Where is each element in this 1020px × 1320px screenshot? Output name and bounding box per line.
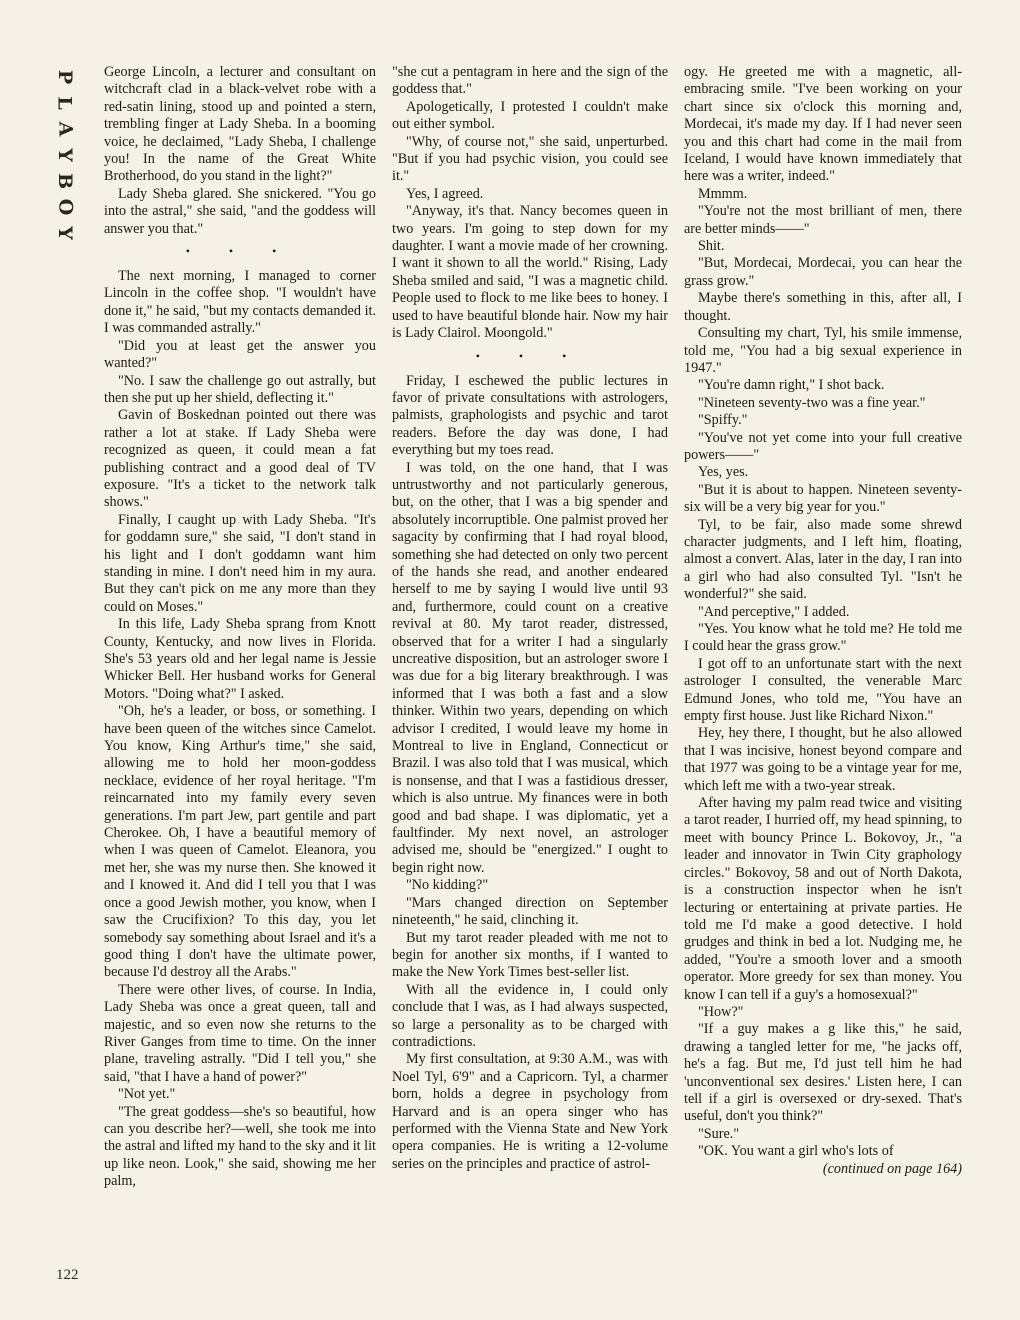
continued-note: (continued on page 164) <box>822 1160 962 1177</box>
paragraph: "You're not the most brilliant of men, there are better minds——" <box>684 203 962 237</box>
paragraph: After having my palm read twice and visiting a tarot reader, I hurried off, my head spinning, to meet with bouncy Prince L. Bokovoy, Jr., "a leader and innovator in Twin City graphology circles." Bokovoy, 58 and out of North Dakota, is a construction inspector when he isn't lecturing or entertaining at private parties. He told me I'd make a good detective. I hold grudges and think in bed a lot. Nudging me, he added, "You're a smooth lover and a smooth operator. More greedy for sex than money. You know I can tell if a guy's a homosexual?" <box>684 795 962 1003</box>
paragraph: My first consultation, at 9:30 A.M., was with Noel Tyl, 6'9" and a Capricorn. Tyl, a charmer born, holds a degree in psychology from Harvard and is an opera singer who has performed with the Vienna State and New York opera companies. He is writing a 12-volume series on the principles and practice of astrol- <box>392 1051 668 1172</box>
masthead-letter: Y <box>53 148 76 162</box>
paragraph: The next morning, I managed to corner Lincoln in the coffee shop. "I wouldn't have done it," he said, "but my contacts demanded it. I was commanded astrally." <box>104 268 376 337</box>
magazine-masthead <box>50 66 80 244</box>
paragraph: In this life, Lady Sheba sprang from Knott County, Kentucky, and now lives in Florida. She's 53 years old and her legal name is Jessie Whicker Bell. Her husband works for General Motors. "Doing what?" I asked. <box>104 616 376 702</box>
paragraph: "No kidding?" <box>406 877 489 894</box>
paragraph: I was told, on the one hand, that I was untrustworthy and not particularly generous, but, on the other, that I was a big spender and absolutely incorruptible. One palmist proved her sagacity by confirming that I had royal blood, something she had detected on only two percent of the hands she read, and another endeared herself to me by saying I would live until 93 and, furthermore, could count on a creative revival at 80. My tarot reader, distressed, observed that for a writer I had a singularly uncreative disposition, but an astrologer swore I was due for a big literary breakthrough. I was informed that I was both a fast and a slow thinker. Within two years, depending on which advisor I credited, I would leave my home in Montreal to live in England, Connecticut or Brazil. I was also told that I was musical, which is nonsense, and that I was a fastidious dresser, which is also untrue. My finances were in both good and bad shape. I was diplomatic, yet a faultfinder. My next novel, an astrologer advised me, should be "energized." I ought to begin right now. <box>392 459 668 876</box>
paragraph: "Spiffy." <box>698 412 748 429</box>
paragraph: Lady Sheba glared. She snickered. "You go into the astral," she said, "and the goddess will answer you that." <box>104 185 376 237</box>
paragraph: Yes, I agreed. <box>406 185 484 202</box>
paragraph: "Oh, he's a leader, or boss, or something. I have been queen of the witches since Camelot. You know, King Arthur's time," she said, allowing me to hold her moon-goddess necklace, evidence of her royal heritage. "I'm reincarnated into my family every seven generations. I'm part Jew, part gentile and part Cherokee. Oh, I have a beautiful memory of when I was queen of Camelot. Eleanora, you met her, she was my nurse then. She knowed it and I knowed it. And did I tell you that I was once a good Jewish mother, you know, when I saw the Crucifixion? To this day, you let somebody say something about Israel and it's a good thing I don't have the ultimate power, because I'd destroy all the Arabs." <box>104 703 376 981</box>
paragraph: "You've not yet come into your full creative powers——" <box>684 429 962 463</box>
paragraph: Maybe there's something in this, after all, I thought. <box>684 290 962 324</box>
paragraph: "Anyway, it's that. Nancy becomes queen in two years. I'm going to step down for my daughter. I want a movie made of her crowning. I want it shown to all the world." Rising, Lady Sheba smiled and said, "I was a magnetic child. People used to flock to me like bees to honey. I used to have beautiful blonde hair. Now my hair is Lady Clairol. Moongold." <box>392 203 668 342</box>
paragraph: With all the evidence in, I could only conclude that I was, as I had always suspected, so large a personality as to be charged with contradictions. <box>392 981 668 1050</box>
paragraph: "she cut a pentagram in here and the sign of the goddess that." <box>392 64 668 98</box>
paragraph: "OK. You want a girl who's lots of <box>698 1143 894 1160</box>
paragraph: "Why, of course not," she said, unperturbed. "But if you had psychic vision, you could see it." <box>392 133 668 185</box>
page-number: 122 <box>56 1267 79 1283</box>
paragraph: Tyl, to be fair, also made some shrewd character judgments, and I left him, floating, almost a convert. Alas, later in the day, I ran into a girl who had also consulted Tyl. "Isn't he wonderful?" she said. <box>684 516 962 603</box>
paragraph: Hey, hey there, I thought, but he also allowed that I was incisive, honest beyond compare and that 1977 was going to be a vintage year for me, which left me with a two-year streak. <box>684 725 962 794</box>
masthead-letter: A <box>54 121 76 137</box>
paragraph: Gavin of Boskednan pointed out there was rather a lot at stake. If Lady Sheba were recognized as queen, it could mean a fat publishing contract and a good deal of TV exposure. "It's a ticket to the network talk shows." <box>104 407 376 511</box>
column-2 <box>392 64 668 1173</box>
masthead-letter: O <box>54 198 76 216</box>
paragraph: "Sure." <box>698 1125 740 1142</box>
paragraph: "Mars changed direction on September nineteenth," he said, clinching it. <box>392 894 668 929</box>
paragraph: Mmmm. <box>698 185 748 202</box>
masthead-letter: L <box>53 96 76 110</box>
paragraph: George Lincoln, a lecturer and consultant on witchcraft clad in a black-velvet robe with a red-satin lining, stood up and pointed a stern, trembling finger at Lady Sheba. In a booming voice, he declaimed, "Lady Sheba, I challenge you! In the name of the Great White Brotherhood, do you stand in the light?" <box>104 64 376 185</box>
paragraph: Finally, I caught up with Lady Sheba. "It's for goddamn sure," she said, "I don't stand in his light and I don't goddamn want him standing in mine. I don't need him in my aura. But they can't pick on me any more than they could on Moses." <box>104 511 376 615</box>
paragraph: But my tarot reader pleaded with me not to begin for another six months, if I wanted to make the New York Times best-seller list. <box>392 929 668 981</box>
paragraph: Apologetically, I protested I couldn't make out either symbol. <box>392 98 668 133</box>
paragraph: I got off to an unfortunate start with the next astrologer I consulted, the venerable Marc Edmund Jones, who told me, "You have an empty first house. Just like Richard Nixon." <box>684 655 962 725</box>
paragraph: "Not yet." <box>118 1086 176 1103</box>
paragraph: "If a guy makes a g like this," he said, drawing a tangled letter for me, "he jacks off, he's a fag. But me, I'd just tell him he had 'unconventional sex desires.' Listen here, I can tell if a girl is oversexed or dry-sexed. That's useful, don't you think?" <box>684 1021 962 1125</box>
paragraph: Consulting my chart, Tyl, his smile immense, told me, "You had a big sexual experience in 1947." <box>684 325 962 376</box>
section-separator: • • • <box>475 348 585 363</box>
column-3 <box>684 64 962 1178</box>
paragraph: "Yes. You know what he told me? He told me I could hear the grass grow." <box>684 621 962 655</box>
column-1 <box>104 64 376 1191</box>
paragraph: Yes, yes. <box>698 464 749 481</box>
paragraph: "But, Mordecai, Mordecai, you can hear the grass grow." <box>684 255 962 289</box>
paragraph: ogy. He greeted me with a magnetic, all-embracing smile. "I've been working on your chart since six o'clock this morning and, Mordecai, it's made my day. If I had never seen you and this chart had come in the mail from Iceland, I would have known immediately that here was a writer, indeed." <box>684 64 962 185</box>
paragraph: "How?" <box>698 1003 744 1020</box>
paragraph: Shit. <box>698 238 725 255</box>
paragraph: "And perceptive," I added. <box>698 603 850 620</box>
masthead-letter: P <box>53 69 76 85</box>
section-separator: • • • <box>185 244 295 259</box>
paragraph: "But it is about to happen. Nineteen seventy-six will be a very big year for you." <box>684 481 962 516</box>
paragraph: "No. I saw the challenge go out astrally, but then she put up her shield, deflecting it." <box>104 372 376 406</box>
masthead-letter: Y <box>53 226 76 240</box>
paragraph: "You're damn right," I shot back. <box>698 377 885 394</box>
paragraph: "Nineteen seventy-two was a fine year." <box>698 394 926 411</box>
masthead-letter: B <box>54 172 76 190</box>
paragraph: Friday, I eschewed the public lectures in favor of private consultations with astrologers, palmists, graphologists and psychic and tarot readers. Before the day was done, I had everything but my toes read. <box>392 372 668 459</box>
paragraph: "Did you at least get the answer you wanted?" <box>104 337 376 372</box>
paragraph: There were other lives, of course. In India, Lady Sheba was once a great queen, tall and majestic, and so even now she returns to the River Ganges from time to time. On the inner plane, traveling astrally. "Did I tell you," she said, "that I have a hand of power?" <box>104 981 376 1085</box>
paragraph: "The great goddess—she's so beautiful, how can you describe her?—well, she took me into the astral and lifted my hand to the sky and it lit up like neon. Look," she said, showing me her palm, <box>104 1103 376 1190</box>
